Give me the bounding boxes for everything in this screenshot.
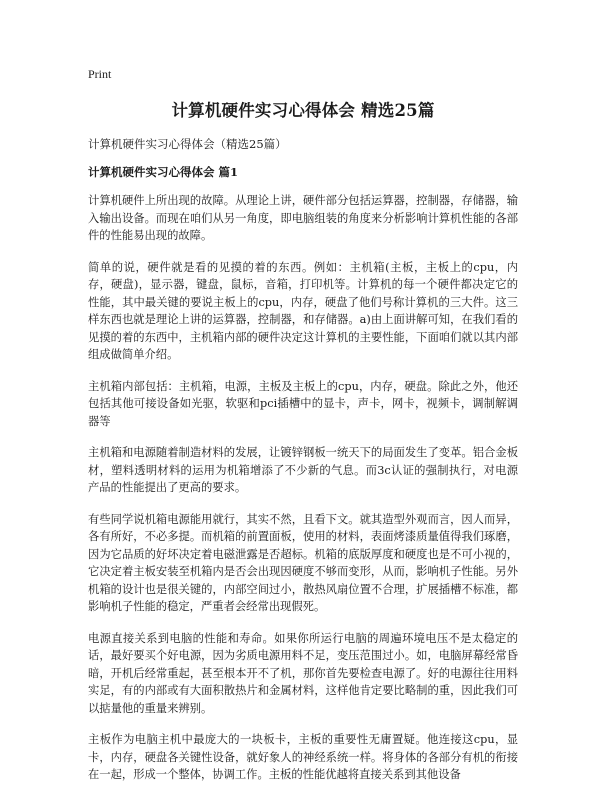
paragraph-4: 主机箱和电源随着制造材料的发展，让镀锌钢板一统天下的局面发生了变革。铝合金板材，塑料透明材料的运用为机箱增添了不少新的气息。而3c认证的强制执行，对电源产品的性能提出了更高的要求。	[88, 446, 518, 494]
print-label[interactable]: Print	[88, 67, 112, 81]
paragraph-2: 简单的说，硬件就是看的见摸的着的东西。例如：主机箱(主板，主板上的cpu，内存，硬盘)，显示器，键盘，鼠标，音箱，打印机等。计算机的每一个硬件都决定它的性能，其中最关键的要说主板上的cpu，内存，硬盘了他们号称计算机的三大件。这三样东西也就是理论上讲的运算器，控制器，和存储器。a)由上面讲解可知，在我们看的见摸的着的东西中，主机箱内部的硬件决定这计算机的主要性能，下面咱们就以其内部组成做简单介绍。	[88, 260, 518, 361]
document-page	[88, 66, 518, 798]
paragraph-3: 主机箱内部包括：主机箱，电源，主板及主板上的cpu，内存，硬盘。除此之外，他还包括其他可接设备如光驱，软驱和pci插槽中的显卡，声卡，网卡，视频卡，调制解调器等	[88, 379, 518, 428]
paragraph-6: 电源直接关系到电脑的性能和寿命。如果你所运行电脑的周遍环境电压不是太稳定的话，最好要买个好电源，因为劣质电源用料不足，变压范围过小。如，电脑屏幕经常昏暗，开机后经常重起，甚至根本开不了机，那你首先要检查电源了。好的电源往往用料实足，有的内部或有大面积散热片和金属材料，这样他肯定要比略制的重，因此我们可以掂量他的重量来辨别。	[88, 631, 518, 715]
paragraph-5: 有些同学说机箱电源能用就行，其实不然，且看下文。就其造型外观而言，因人而异，各有所好，不必多提。而机箱的前置面板，使用的材料，表面烤漆质量值得我们琢磨，因为它品质的好坏决定着电磁泄露是否超标。机箱的底版厚度和硬度也是不可小视的，它决定着主板安装至机箱内是否会出现因硬度不够而变形，从而，影响机子性能。另外机箱的设计也是很关键的，内部空间过小，散热风扇位置不合理，扩展插槽不标准，都影响机子性能的稳定，严重者会经常出现假死。	[88, 512, 518, 613]
paragraph-7: 主板作为电脑主机中最庞大的一块板卡，主板的重要性无庸置疑。他连接这cpu，显卡，内存，硬盘各关键性设备，就好象人的神经系统一样。将身体的各部分有机的衔接在一起，形成一个整体，协调工作。主板的性能优越将直接关系到其他设备	[88, 733, 518, 781]
paragraph-1: 计算机硬件上所出现的故障。从理论上讲，硬件部分包括运算器，控制器，存储器，输入输出设备。而现在咱们从另一角度，即电脑组装的角度来分析影响计算机性能的各部件的性能易出现的故障。	[88, 194, 518, 242]
section-heading: 计算机硬件实习心得体会 篇1	[88, 165, 239, 179]
document-subtitle: 计算机硬件实习心得体会（精选25篇）	[88, 137, 287, 151]
document-title: 计算机硬件实习心得体会 精选25篇	[171, 101, 435, 120]
